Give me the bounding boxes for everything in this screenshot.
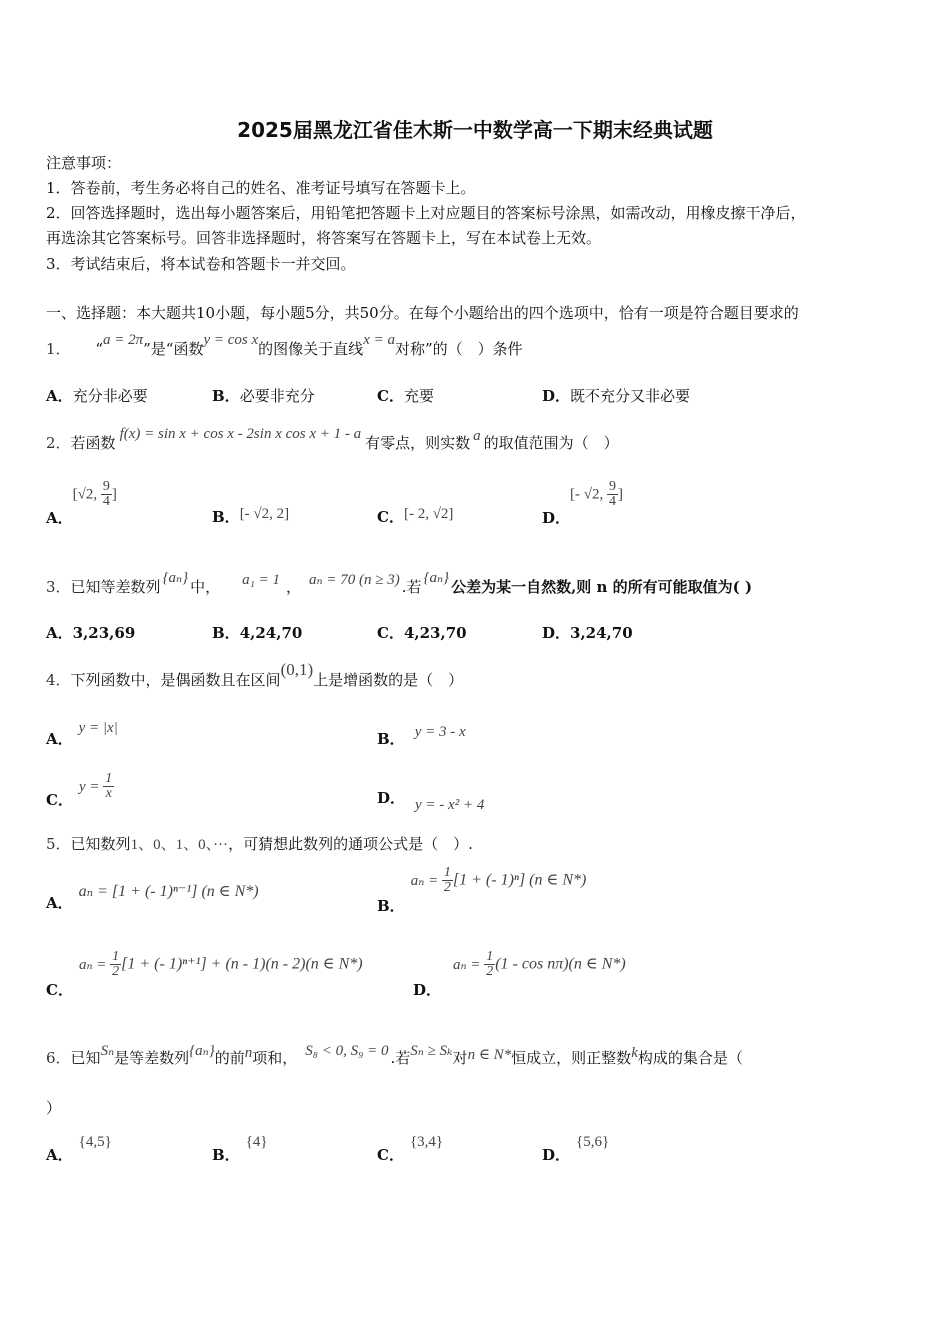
option-label: C． [377, 1146, 404, 1164]
notice-item: 2．回答选择题时，选出每小题答案后，用铅笔把答题卡上对应题目的答案标号涂黑，如需改动，用橡皮擦干净后， [46, 204, 806, 222]
option[interactable] [212, 622, 302, 643]
option-text: 3,23,69 [72, 624, 136, 642]
question-text: 的取值范围为（ ） [483, 434, 619, 452]
option-label: D． [413, 980, 442, 999]
notice-item: 3．考试结束后，将本试卷和答题卡一并交回。 [46, 255, 356, 273]
math-expr: [- √2, [570, 486, 607, 503]
notice-heading: 注意事项： [46, 154, 122, 172]
question-text: 已知数列 [70, 835, 131, 853]
question-text: .若 [390, 1049, 411, 1067]
question-text: 已知 [70, 1049, 101, 1067]
math-expr: n [244, 1045, 253, 1061]
math-expr: y = cos x [203, 332, 259, 348]
option[interactable] [413, 949, 626, 999]
notice-item: 再选涂其它答案标号。回答非选择题时，将答案写在答题卡上，写在本试卷上无效。 [46, 229, 602, 247]
fraction [607, 480, 618, 509]
question-text: 若函数 [70, 434, 116, 452]
option-label: D． [542, 624, 571, 642]
option-label: A． [46, 894, 73, 912]
math-expr: a₁ = 1 [242, 572, 280, 588]
option-label: B． [212, 1146, 240, 1164]
math-expr: S₈ < 0, S₉ = 0 [305, 1043, 389, 1059]
denominator: x [105, 786, 112, 801]
notice-item: 1．答卷前，考生务必将自己的姓名、准考证号填写在答题卡上。 [46, 179, 476, 197]
question-text: ， [286, 578, 302, 596]
math-expr: 1、0、1、0、··· [130, 837, 229, 853]
fraction [484, 950, 495, 979]
option-label: B． [212, 387, 240, 405]
math-expr: ] [111, 486, 117, 503]
option-label: A． [46, 1146, 73, 1164]
math-expr: (0,1) [280, 660, 314, 679]
math-expr: a = 2π [103, 332, 144, 348]
math-expr: y = |x| [78, 720, 118, 736]
math-expr: y = - x² + 4 [415, 797, 485, 813]
question-1 [46, 332, 523, 359]
denominator: 2 [443, 880, 451, 895]
math-expr: {5,6} [576, 1134, 610, 1150]
math-expr: aₙ = [453, 956, 485, 973]
question-text: 中， [190, 578, 221, 596]
option[interactable] [46, 622, 135, 643]
option[interactable] [377, 787, 485, 813]
math-expr: {aₙ} [162, 570, 189, 586]
math-expr: f(x) = sin x + cos x - 2sin x cos x + 1 - a [119, 426, 362, 442]
math-expr: {4,5} [78, 1134, 112, 1150]
math-expr: [- √2, 2] [239, 506, 290, 522]
math-expr: [√2, [72, 486, 101, 503]
option-label: A． [46, 624, 73, 642]
option-label: C． [377, 387, 404, 405]
math-expr: n ∈ N* [467, 1047, 512, 1063]
math-expr: aₙ = 70 (n ≥ 3) [309, 572, 400, 588]
question-3 [46, 570, 753, 597]
math-expr: aₙ = [410, 872, 442, 889]
option[interactable] [46, 385, 148, 406]
option[interactable] [542, 479, 623, 527]
math-expr: [1 + (- 1)ⁿ] (n ∈ N*) [452, 871, 587, 889]
numerator: 1 [105, 771, 113, 786]
numerator: 9 [609, 479, 616, 494]
option[interactable] [46, 1130, 112, 1164]
math-expr: (1 - cos nπ)(n ∈ N*) [495, 955, 626, 973]
math-expr: ] [618, 486, 623, 503]
math-expr: y = 3 - x [414, 724, 466, 740]
math-expr: a [473, 428, 481, 444]
option[interactable] [377, 622, 467, 643]
question-text: 下列函数中，是偶函数且在区间 [70, 671, 281, 689]
option[interactable] [377, 865, 587, 915]
option[interactable] [46, 949, 363, 999]
math-expr: y = [78, 778, 104, 795]
option[interactable] [46, 874, 259, 912]
math-expr: aₙ = [1 + (- 1)ⁿ⁻¹] (n ∈ N*) [78, 883, 259, 900]
option[interactable] [542, 622, 633, 643]
fraction [442, 866, 453, 895]
question-4 [46, 660, 464, 690]
option[interactable] [542, 1130, 610, 1164]
denominator: 2 [112, 964, 120, 979]
option-label: B． [377, 730, 405, 748]
option[interactable] [212, 385, 315, 406]
fraction [101, 480, 112, 509]
question-number: 3． [46, 578, 71, 596]
option-label: C． [377, 508, 404, 526]
question-text: 上是增函数的是（ ） [313, 671, 464, 689]
math-expr: k [631, 1045, 638, 1061]
math-expr: Sₙ ≥ Sₖ [410, 1043, 453, 1059]
denominator: 4 [609, 494, 616, 509]
question-text: 已知等差数列 [70, 578, 161, 596]
question-5 [46, 833, 473, 854]
question-text: 是等差数列 [114, 1049, 190, 1067]
question-text: .若 [401, 578, 422, 596]
question-text: 的图像关于直线 [258, 340, 364, 358]
option-label: B． [377, 896, 405, 915]
math-expr: {4} [245, 1134, 268, 1150]
question-text: 恒成立，则正整数 [511, 1049, 632, 1067]
option-text: 充分非必要 [72, 387, 148, 405]
question-text: ”是“函数 [143, 340, 204, 358]
math-expr: x = a [363, 332, 395, 348]
option[interactable] [46, 479, 117, 527]
fraction [110, 950, 121, 979]
question-number: 6． [46, 1049, 71, 1067]
option-label: C． [377, 624, 404, 642]
option[interactable] [377, 385, 434, 406]
option[interactable] [377, 1130, 444, 1164]
question-6 [46, 1043, 743, 1068]
option-label: B． [212, 624, 240, 642]
question-text: 公差为某一自然数,则 n 的所有可能取值为( ) [451, 578, 753, 596]
option[interactable] [212, 1130, 268, 1164]
option-label: B． [212, 508, 240, 526]
math-expr: {aₙ} [423, 570, 450, 586]
option-label: D． [542, 1146, 571, 1164]
math-expr: Sₙ [100, 1043, 115, 1059]
option-text: 充要 [403, 387, 434, 405]
option-text: 4,24,70 [239, 624, 303, 642]
question-text: 的前 [214, 1049, 245, 1067]
numerator: 1 [443, 865, 451, 880]
option[interactable] [46, 771, 114, 809]
math-expr: [1 + (- 1)ⁿ⁺¹] + (n - 1)(n - 2)(n ∈ N*) [121, 955, 363, 973]
question-number: 2． [46, 434, 71, 452]
question-number: 5． [46, 835, 71, 853]
option-label: D． [377, 789, 406, 807]
fraction [103, 772, 114, 801]
option-label: D． [542, 508, 571, 527]
math-expr: {aₙ} [189, 1043, 215, 1059]
section-heading: 一、选择题：本大题共10小题，每小题5分，共50分。在每个小题给出的四个选项中，恰有一项是符合题目要求的 [46, 304, 799, 322]
question-text: 构成的集合是（ [637, 1049, 743, 1067]
option-label: A． [46, 730, 73, 748]
question-text: ，可猜想此数列的通项公式是（ ）. [228, 835, 473, 853]
option-text: 既不充分又非必要 [570, 387, 691, 405]
numerator: 1 [486, 949, 494, 964]
denominator: 2 [486, 964, 494, 979]
math-expr: aₙ = [78, 956, 111, 973]
question-2 [46, 426, 619, 453]
option-label: D． [542, 387, 571, 405]
question-number: 4． [46, 671, 71, 689]
denominator: 4 [102, 494, 110, 509]
question-text: ） [46, 1099, 62, 1117]
option[interactable] [377, 502, 454, 526]
question-number: 1． [46, 340, 71, 358]
option-label: A． [46, 508, 73, 527]
page-title: 2025届黑龙江省佳木斯一中数学高一下期末经典试题 [237, 118, 713, 142]
question-text: 项和， [252, 1049, 298, 1067]
option[interactable] [212, 502, 290, 526]
question-text: “ [95, 340, 103, 358]
option-text: 必要非充分 [239, 387, 315, 405]
question-text: 对称”的（ ）条件 [394, 340, 523, 358]
option-text: 3,24,70 [570, 624, 633, 642]
option[interactable] [46, 716, 118, 748]
option[interactable] [377, 720, 466, 748]
question-text: 有零点，则实数 [365, 434, 471, 452]
option-label: C． [46, 980, 73, 999]
option-label: C． [46, 790, 73, 809]
math-expr: {3,4} [409, 1134, 444, 1150]
option-label: A． [46, 387, 73, 405]
math-expr: [- 2, √2] [403, 506, 454, 522]
option[interactable] [542, 385, 690, 406]
numerator: 9 [102, 479, 110, 494]
question-text: 对 [452, 1049, 468, 1067]
option-text: 4,23,70 [403, 624, 467, 642]
numerator: 1 [112, 949, 120, 964]
